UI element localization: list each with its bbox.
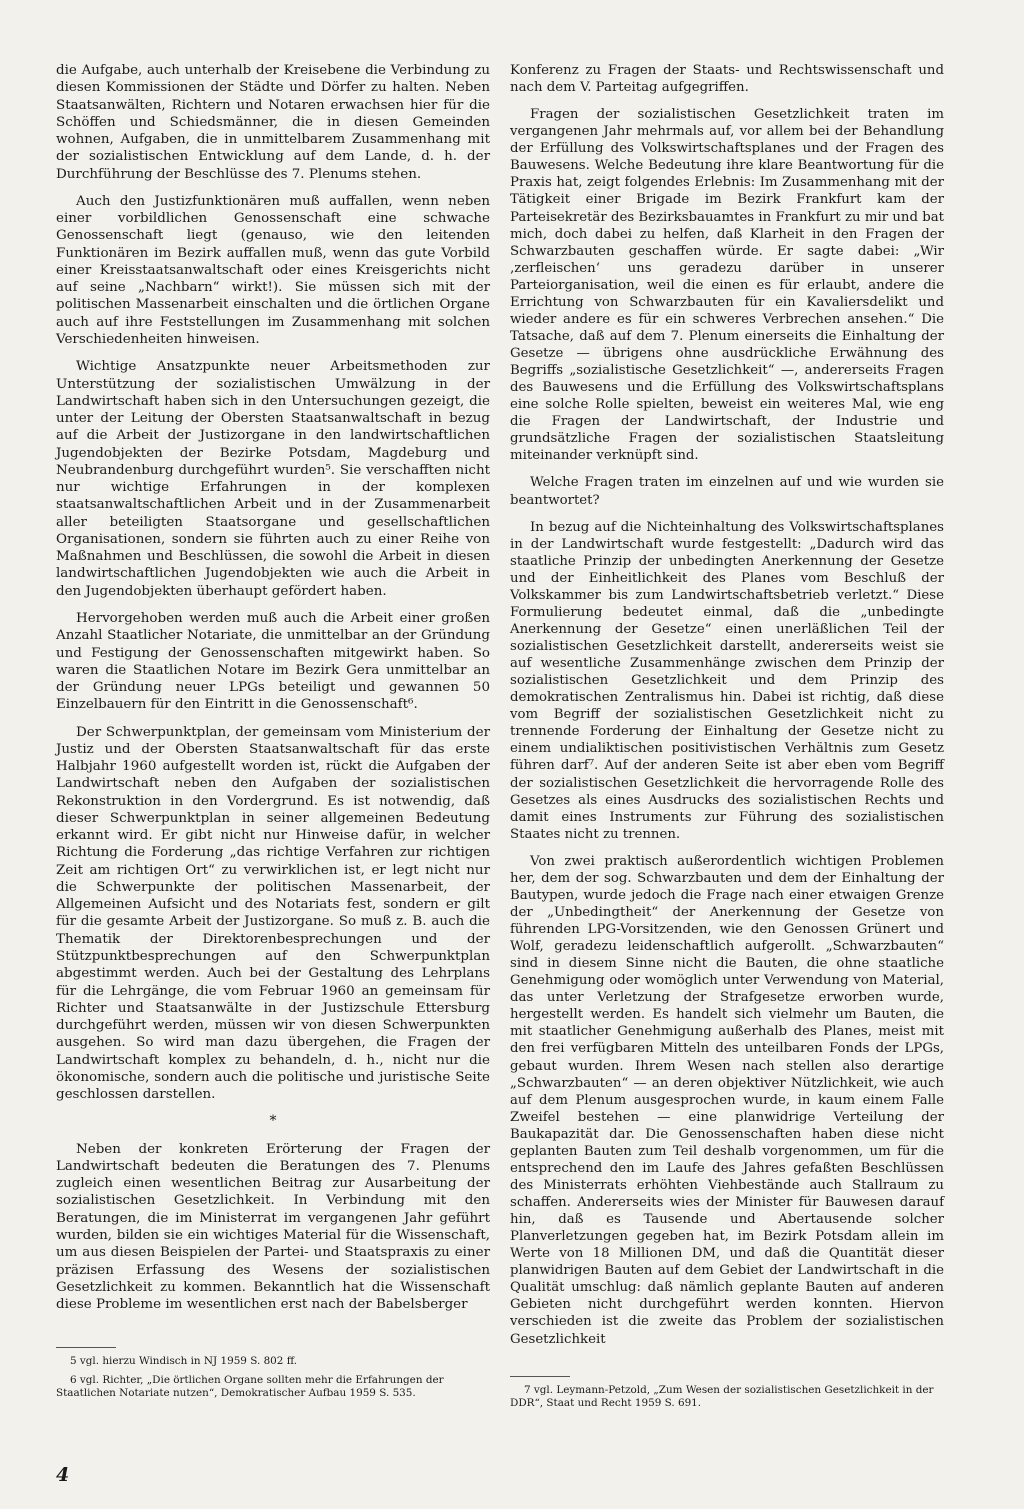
paragraph: Auch den Justizfunktionären muß auffallen, wenn neben einer vorbildlichen Genossenschaft eine schwache Genossenschaft liegt (genauso, wie den leitenden Funktionären im Bezirk auffallen muß, wenn das gute Vorbild einer Kreisstaatsanwaltschaft oder eines Kreisgerichts nicht auf seine „Nachbarn“ wirkt!). Sie müssen sich mit der politischen Massenarbeit einschalten und die örtlichen Organe auch auf ihre Feststellungen im Zusammenhang mit solchen Verschiedenheiten hinweisen.	[56, 193, 490, 347]
footnote: 6 vgl. Richter, „Die örtlichen Organe sollten mehr die Erfahrungen der Staatlichen Notariate nutzen“, Demokratischer Aufbau 1959 S. 535.	[56, 1374, 444, 1399]
footnote-rule-left	[56, 1347, 116, 1348]
footnotes-left	[56, 1355, 490, 1406]
paragraph: die Aufgabe, auch unterhalb der Kreisebene die Verbindung zu diesen Kommissionen der Städte und Dörfer zu halten. Neben Staatsanwälten, Richtern und Notaren erwachsen hier für die Schöffen und Schiedsmänner, die in diesen Gemeinden wohnen, Aufgaben, die in unmittelbarem Zusammenhang mit der sozialistischen Entwicklung auf dem Lande, d. h. der Durchführung der Beschlüsse des 7. Plenums stehen.	[56, 63, 490, 182]
paragraph: Konferenz zu Fragen der Staats- und Rechtswissenschaft und nach dem V. Parteitag aufgegriffen.	[510, 63, 944, 96]
footnote-rule-right	[510, 1376, 570, 1377]
paragraph: Wichtige Ansatzpunkte neuer Arbeitsmethoden zur Unterstützung der sozialistischen Umwälzung in der Landwirtschaft haben sich in den Untersuchungen gezeigt, die unter der Leitung der Obersten Staatsanwaltschaft in bezug auf die Arbeit der Justizorgane in den landwirtschaftlichen Jugendobjekten der Bezirke Potsdam, Magdeburg und Neubrandenburg durchgeführt wurden⁵. Sie verschafften nicht nur wichtige Erfahrungen in der komplexen staatsanwaltschaftlichen Arbeit und in der Zusammenarbeit aller beteiligten Staatsorgane und gesellschaftlichen Organisationen, sondern sie führten auch zu einer Reihe von Maßnahmen und Beschlüssen, die sowohl die Arbeit in diesen landwirtschaftlichen Jugendobjekten wie auch die Arbeit in den Jugendobjekten überhaupt gefördert haben.	[56, 359, 490, 599]
footnote: 7 vgl. Leymann-Petzold, „Zum Wesen der sozialistischen Gesetzlichkeit in der DDR“, Staat und Recht 1959 S. 691.	[510, 1384, 934, 1409]
paragraph: In bezug auf die Nichteinhaltung des Volkswirtschaftsplanes in der Landwirtschaft wurde festgestellt: „Dadurch wird das staatliche Prinzip der unbedingten Anerkennung der Gesetze und der Einheitlichkeit des Planes vom Beschluß der Volkskammer bis zum Landwirtschaftsbetrieb verletzt.“ Diese Formulierung bedeutet einmal, daß die „unbedingte Anerkennung der Gesetze“ einen unerläßlichen Teil der sozialistischen Gesetzlichkeit darstellt, andererseits weist sie auf wesentliche Zusammenhänge zwischen dem Prinzip der sozialistischen Gesetzlichkeit und dem Prinzip des demokratischen Zentralismus hin. Dabei ist richtig, daß diese vom Begriff der sozialistischen Gesetzlichkeit nicht zu trennende Forderung der Einhaltung der Gesetze nicht zu einem undialiktischen positivistischen Verhältnis zum Gesetz führen darf⁷. Auf der anderen Seite ist aber eben vom Begriff der sozialistischen Gesetzlichkeit die hervorragende Rolle des Gesetzes als eines Ausdrucks des sozialistischen Rechts und damit eines Instruments zur Führung des sozialistischen Staates nicht zu trennen.	[510, 519, 944, 842]
page-number: 4	[56, 1464, 70, 1486]
paragraph: Von zwei praktisch außerordentlich wichtigen Problemen her, dem der sog. Schwarzbauten und dem der Einhaltung der Bautypen, wurde jedoch die Frage nach einer etwaigen Grenze der „Unbedingtheit“ der Anerkennung der Gesetze von führenden LPG-Vorsitzenden, wie den Genossen Grünert und Wolf, geradezu leidenschaftlich aufgerollt. „Schwarzbauten“ sind in diesem Sinne nicht die Bauten, die ohne staatliche Genehmigung oder womöglich unter Verwendung von Material, das unter Verletzung der Strafgesetze erworben wurde, hergestellt werden. Es handelt sich vielmehr um Bauten, die mit staatlicher Genehmigung außerhalb des Planes, meist mit den frei verfügbaren Mitteln des unteilbaren Fonds der LPGs, gebaut wurden. Ihrem Wesen nach stellen also derartige „Schwarzbauten“ — an deren objektiver Nützlichkeit, wie auch auf dem Plenum ausgesprochen wurde, in kaum einem Falle Zweifel bestehen — eine planwidrige Verteilung der Baukapazität dar. Die Genossenschaften haben diese nicht geplanten Bauten zum Teil deshalb vorgenommen, um für die entsprechend den im Laufe des Jahres gefaßten Beschlüssen des Ministerrats erhöhten Viehbestände auch Stallraum zu schaffen. Andererseits wies der Minister für Bauwesen darauf hin, daß es Tausende und Abertausende solcher Planverletzungen gegeben hat, im Bezirk Potsdam allein im Werte von 18 Millionen DM, und daß die Quantität dieser planwidrigen Bauten auf dem Gebiet der Landwirtschaft in die Qualität umschlug: daß nämlich geplante Bauten auf anderen Gebieten nicht durchgeführt werden konnten. Hiervon verschieden ist die zweite das Problem der sozialistischen Gesetzlichkeit	[510, 853, 944, 1347]
paragraph: Hervorgehoben werden muß auch die Arbeit einer großen Anzahl Staatlicher Notariate, die unmittelbar an der Gründung und Festigung der Genossenschaften mitgewirkt haben. So waren die Staatlichen Notare im Bezirk Gera unmittelbar an der Gründung neuer LPGs beteiligt und gewannen 50 Einzelbauern für den Eintritt in die Genossenschaft⁶.	[56, 610, 490, 713]
right-column	[510, 62, 944, 1358]
paragraph: Fragen der sozialistischen Gesetzlichkeit traten im vergangenen Jahr mehrmals auf, vor allem bei der Behandlung der Erfüllung des Volkswirtschaftsplanes und der Fragen des Bauwesens. Welche Bedeutung ihre klare Beantwortung für die Praxis hat, zeigt folgendes Erlebnis: Im Zusammenhang mit der Tätigkeit einer Brigade im Bezirk Frankfurt kam der Parteisekretär des Bezirksbauamtes in Frankfurt zu mir und bat mich, doch dabei zu helfen, daß Klarheit in den Fragen der Schwarzbauten geschaffen würde. Er sagte dabei: „Wir ‚zerfleischen‘ uns geradezu darüber in unserer Parteiorganisation, weil die einen es für erlaubt, andere die Errichtung von Schwarzbauten für ein Kavaliersdelikt und wieder andere es für ein schweres Verbrechen ansehen.“ Die Tatsache, daß auf dem 7. Plenum einerseits die Einhaltung der Gesetze — übrigens ohne ausdrückliche Erwähnung des Begriffs „sozialistische Gesetzlichkeit“ —, andererseits Fragen des Bauwesens und die Erfüllung des Volkswirtschaftsplans eine solche Rolle spielten, beweist ein weiteres Mal, wie eng die Fragen der Landwirtschaft, der Industrie und grundsätzliche Fragen der sozialistischen Staatsleitung miteinander verknüpft sind.	[510, 107, 944, 464]
paragraph: Welche Fragen traten im einzelnen auf und wie wurden sie beantwortet?	[510, 475, 944, 508]
footnote: 5 vgl. hierzu Windisch in NJ 1959 S. 802 ff.	[70, 1355, 298, 1367]
left-column	[56, 62, 490, 1323]
section-separator: *	[269, 1113, 277, 1130]
footnotes-right	[510, 1384, 944, 1416]
paragraph: Der Schwerpunktplan, der gemeinsam vom Ministerium der Justiz und der Obersten Staatsanwaltschaft für das erste Halbjahr 1960 aufgestellt worden ist, rückt die Aufgaben der Landwirtschaft neben den Aufgaben der sozialistischen Rekonstruktion in den Vordergrund. Es ist notwendig, daß dieser Schwerpunktplan in seiner allgemeinen Bedeutung erkannt wird. Er gibt nicht nur Hinweise dafür, in welcher Richtung die Forderung „das richtige Verfahren zur richtigen Zeit am richtigen Ort“ zu verwirklichen ist, er legt nicht nur die Schwerpunkte der politischen Massenarbeit, der Allgemeinen Aufsicht und des Notariats fest, sondern er gilt für die gesamte Arbeit der Justizorgane. So muß z. B. auch die Thematik der Direktorenbesprechungen und der Stützpunktbesprechungen auf den Schwerpunktplan abgestimmt werden. Auch bei der Gestaltung des Lehrplans für die Lehrgänge, die vom Februar 1960 an gemeinsam für Richter und Staatsanwälte in der Justizschule Ettersburg durchgeführt werden, müssen wir von diesen Schwerpunkten ausgehen. So wird man dazu übergehen, die Fragen der Landwirtschaft komplex zu behandeln, d. h., nicht nur die ökonomische, sondern auch die politische und juristische Seite geschlossen darstellen.	[56, 724, 490, 1103]
paragraph: Neben der konkreten Erörterung der Fragen der Landwirtschaft bedeuten die Beratungen des 7. Plenums zugleich einen wesentlichen Beitrag zur Ausarbeitung der sozialistischen Gesetzlichkeit. In Verbindung mit den Beratungen, die im Ministerrat im vergangenen Jahr geführt wurden, bilden sie ein wichtiges Material für die Wissenschaft, um aus diesen Beispielen der Partei- und Staatspraxis zu einer präzisen Erfassung des Wesens der sozialistischen Gesetzlichkeit zu kommen. Bekanntlich hat die Wissenschaft diese Probleme im wesentlichen erst nach der Babelsberger	[56, 1141, 490, 1313]
